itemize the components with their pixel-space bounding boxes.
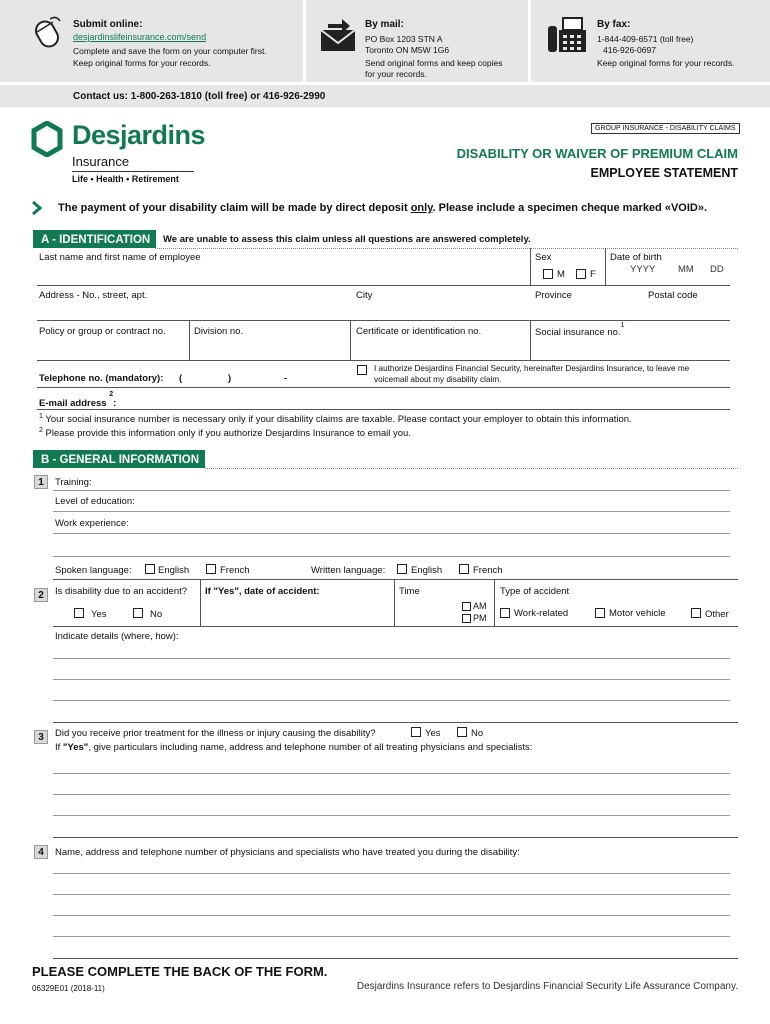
row-line xyxy=(53,626,738,627)
answer-line xyxy=(53,679,730,680)
divider xyxy=(530,248,531,286)
employee-name-label: Last name and first name of employee xyxy=(39,252,201,263)
section-b-top-line xyxy=(205,468,738,469)
spoken-language-label: Spoken language: xyxy=(55,565,132,576)
email-colon: : xyxy=(113,398,117,410)
fax-line2: 416-926-0697 xyxy=(603,45,656,55)
contact-line: Contact us: 1-800-263-1810 (toll free) or 416-926-2990 xyxy=(73,91,326,102)
answer-line xyxy=(53,511,730,512)
dob-yyyy: YYYY xyxy=(630,264,656,275)
sex-label: Sex xyxy=(535,252,552,263)
form-title: DISABILITY OR WAIVER OF PREMIUM CLAIM xyxy=(456,146,738,161)
accident-time-label: Time xyxy=(399,586,420,597)
dob-dd: DD xyxy=(710,264,724,275)
online-line2: Keep original forms for your records. xyxy=(73,58,211,68)
header-divider-2 xyxy=(528,0,531,82)
footnote-2-text: Please provide this information only if you authorize Desjardins Insurance to email you. xyxy=(45,428,411,440)
am-checkbox[interactable] xyxy=(462,602,471,611)
certificate-number-label: Certificate or identification no. xyxy=(356,326,482,337)
footnote-1-text: Your social insurance number is necessary only if your disability claims are taxable. Please contact your employer to obtain this information. xyxy=(45,414,632,426)
section-a-tab: A - IDENTIFICATION xyxy=(33,230,156,248)
dob-mm: MM xyxy=(678,264,694,275)
phone-area-close: ) xyxy=(228,373,232,384)
question-1-number: 1 xyxy=(34,475,48,489)
fax-title: By fax: xyxy=(597,19,631,30)
written-english-label: English xyxy=(411,565,443,576)
work-related-checkbox[interactable] xyxy=(500,608,510,618)
row-line xyxy=(53,722,738,723)
education-label: Level of education: xyxy=(55,496,135,507)
prior-particulars-if: If xyxy=(55,742,63,753)
answer-line xyxy=(53,556,730,557)
other-label: Other xyxy=(705,609,729,620)
motor-vehicle-label: Motor vehicle xyxy=(609,608,666,619)
pm-checkbox[interactable] xyxy=(462,614,471,623)
mail-icon xyxy=(320,18,356,52)
training-label: Training: xyxy=(55,477,92,488)
answer-line xyxy=(53,915,730,916)
divider xyxy=(394,580,395,627)
online-link[interactable]: desjardinslifeinsurance.com/send xyxy=(73,32,207,42)
brand-tagline: Life • Health • Retirement xyxy=(72,174,179,184)
row-line xyxy=(37,387,730,388)
fax-line3: Keep original forms for your records. xyxy=(597,58,735,68)
brand-name: Desjardins xyxy=(72,120,206,150)
mouse-icon xyxy=(30,15,64,49)
chevron-right-icon xyxy=(31,200,43,216)
prior-treatment-question: Did you receive prior treatment for the illness or injury causing the disability? xyxy=(55,728,376,739)
policy-number-label: Policy or group or contract no. xyxy=(39,326,166,337)
answer-line xyxy=(53,815,730,816)
row-line xyxy=(37,409,730,410)
footnote-2-num: 2 xyxy=(39,427,43,434)
email-label xyxy=(39,391,117,410)
form-code: 06329E01 (2018-11) xyxy=(32,984,105,993)
row-line xyxy=(53,579,738,580)
voicemail-consent-line1: I authorize Desjardins Financial Security, hereinafter Desjardins Insurance, to leave me xyxy=(374,364,690,373)
sin-label xyxy=(535,322,625,339)
accident-no-label: No xyxy=(150,609,163,620)
physicians-label: Name, address and telephone number of physicians and specialists who have treated you during the disability: xyxy=(55,847,520,858)
accident-yes-checkbox[interactable] xyxy=(74,608,84,618)
email-label-text: E-mail address xyxy=(39,398,107,410)
answer-line xyxy=(53,533,730,534)
online-title: Submit online: xyxy=(73,19,143,30)
sin-footnote-ref: 1 xyxy=(620,322,625,329)
city-label: City xyxy=(356,290,373,301)
question-4-number: 4 xyxy=(34,845,48,859)
header-divider-1 xyxy=(303,0,306,82)
telephone-label: Telephone no. (mandatory): xyxy=(39,373,164,384)
other-checkbox[interactable] xyxy=(691,608,701,618)
prior-particulars-label xyxy=(55,742,532,753)
province-label: Province xyxy=(535,290,572,301)
complete-back-notice: PLEASE COMPLETE THE BACK OF THE FORM. xyxy=(32,964,328,979)
mail-line1: PO Box 1203 STN A xyxy=(365,34,443,44)
prior-particulars-rest: , give particulars including name, address and telephone number of all treating physicians and specialists: xyxy=(88,742,533,753)
division-number-label: Division no. xyxy=(194,326,244,337)
section-a-warning: We are unable to assess this claim unless all questions are answered completely. xyxy=(163,234,531,245)
divider xyxy=(494,580,495,627)
answer-line xyxy=(53,700,730,701)
fax-line1: 1-844-409-6571 (toll free) xyxy=(597,34,694,44)
answer-line xyxy=(53,794,730,795)
answer-line xyxy=(53,490,730,491)
written-french-checkbox[interactable] xyxy=(459,564,469,574)
answer-line xyxy=(53,936,730,937)
answer-line xyxy=(53,658,730,659)
work-related-label: Work-related xyxy=(514,608,569,619)
spoken-english-checkbox[interactable] xyxy=(145,564,155,574)
row-line xyxy=(53,958,738,959)
brand-rule xyxy=(72,171,194,172)
question-2-number: 2 xyxy=(34,588,48,602)
form-subtitle: EMPLOYEE STATEMENT xyxy=(590,166,738,180)
row-line xyxy=(53,837,738,838)
sex-f-label: F xyxy=(590,269,596,280)
voicemail-consent-line2: voicemail about my disability claim. xyxy=(374,375,502,384)
desjardins-hexagon-logo xyxy=(31,121,63,157)
accident-details-label: Indicate details (where, how): xyxy=(55,631,179,642)
footnote-1-num: 1 xyxy=(39,413,43,420)
footnote-1 xyxy=(39,413,632,425)
accident-question: Is disability due to an accident? xyxy=(55,586,188,597)
answer-line xyxy=(53,773,730,774)
email-footnote-ref: 2 xyxy=(109,391,114,398)
sex-f-checkbox[interactable] xyxy=(576,269,586,279)
prior-particulars-yes: "Yes" xyxy=(62,742,89,753)
fax-icon xyxy=(547,16,587,54)
experience-label: Work experience: xyxy=(55,518,129,529)
legal-disclaimer: Desjardins Insurance refers to Desjardins Financial Security Life Assurance Company. xyxy=(356,981,738,992)
sex-m-label: M xyxy=(557,269,565,280)
divider xyxy=(605,248,606,286)
am-label: AM xyxy=(473,601,487,611)
row-line xyxy=(37,285,730,286)
written-english-checkbox[interactable] xyxy=(397,564,407,574)
accident-type-label: Type of accident xyxy=(500,586,570,597)
prior-no-label: No xyxy=(471,728,484,739)
accident-no-checkbox[interactable] xyxy=(133,608,143,618)
row-line xyxy=(37,320,730,321)
address-label: Address - No., street, apt. xyxy=(39,290,148,301)
prior-yes-label: Yes xyxy=(425,728,441,739)
accident-date-label: If "Yes", date of accident: xyxy=(205,586,320,597)
written-language-label: Written language: xyxy=(311,565,386,576)
form-type-tag: GROUP INSURANCE - DISABILITY CLAIMS xyxy=(591,123,740,134)
sin-label-text: Social insurance no. xyxy=(535,327,621,339)
mail-line3: Send original forms and keep copies xyxy=(365,58,503,68)
spoken-french-label: French xyxy=(220,565,250,576)
direct-deposit-notice: The payment of your disability claim will be made by direct deposit only. Please include a specimen cheque marked «VOID». xyxy=(58,202,708,214)
mail-line4: for your records. xyxy=(365,69,427,79)
question-3-number: 3 xyxy=(34,730,48,744)
written-french-label: French xyxy=(473,565,503,576)
phone-area-open: ( xyxy=(179,373,183,384)
answer-line xyxy=(53,894,730,895)
sex-m-checkbox[interactable] xyxy=(543,269,553,279)
divider xyxy=(200,580,201,627)
answer-line xyxy=(53,873,730,874)
mail-title: By mail: xyxy=(365,19,404,30)
prior-no-checkbox[interactable] xyxy=(457,727,467,737)
voicemail-consent-checkbox[interactable] xyxy=(357,365,367,375)
section-a-top-line xyxy=(155,248,738,249)
prior-yes-checkbox[interactable] xyxy=(411,727,421,737)
pm-label: PM xyxy=(473,613,487,623)
mail-line2: Toronto ON M5W 1G6 xyxy=(365,45,450,55)
spoken-french-checkbox[interactable] xyxy=(206,564,216,574)
dob-label: Date of birth xyxy=(610,252,662,263)
phone-dash: - xyxy=(284,373,288,384)
only-emphasis: only xyxy=(410,202,433,214)
motor-vehicle-checkbox[interactable] xyxy=(595,608,605,618)
accident-yes-label: Yes xyxy=(91,609,107,620)
divider xyxy=(530,320,531,360)
online-line1: Complete and save the form on your computer first. xyxy=(73,46,267,56)
footnote-2 xyxy=(39,427,411,439)
divider xyxy=(189,320,190,360)
spoken-english-label: English xyxy=(158,565,190,576)
divider xyxy=(350,320,351,360)
brand-sub: Insurance xyxy=(72,154,130,169)
row-line xyxy=(37,360,730,361)
postal-code-label: Postal code xyxy=(648,290,698,301)
section-b-tab: B - GENERAL INFORMATION xyxy=(33,450,205,468)
